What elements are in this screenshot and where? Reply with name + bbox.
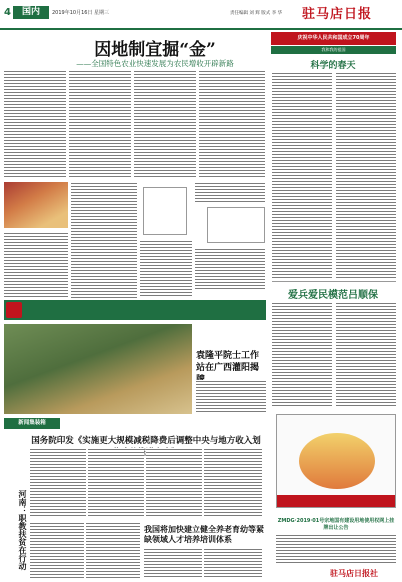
slogan-strip — [4, 300, 266, 320]
sidebar-column-4 — [336, 302, 396, 408]
news-column-7 — [144, 548, 202, 578]
village-photo — [4, 324, 192, 414]
newspaper-logo: 驻马店日报 — [302, 7, 373, 22]
sidebar-column-1 — [272, 72, 332, 278]
lead-headline: 因地制宜掘“金” — [94, 40, 216, 60]
page-number: 4 — [4, 7, 11, 18]
lead-column-7 — [140, 240, 192, 298]
lead-column-3 — [134, 70, 196, 178]
sidebar-title: 科学的春天 — [310, 61, 356, 71]
ad-illustration — [299, 433, 375, 489]
news-section-label: 新闻集装箱 — [4, 418, 60, 429]
slogan-emblem — [6, 302, 22, 318]
ad-red-strip — [277, 495, 395, 507]
news-column-3 — [146, 448, 202, 516]
pull-quote-box-2 — [207, 207, 265, 243]
news-column-5 — [30, 522, 84, 578]
vertical-headline: 河南：职教扶贫在行动 — [18, 490, 28, 570]
news-column-4 — [204, 448, 262, 516]
page-footer-logo: 驻马店日报社 — [330, 569, 378, 578]
lead-column-9 — [195, 248, 265, 290]
land-auction-text — [276, 534, 396, 564]
lead-subhead: ——全国特色农业快速发展为农民增收开辟新路 — [76, 59, 234, 68]
photo-caption — [196, 380, 266, 412]
sidebar-column-2 — [336, 72, 396, 278]
anniversary-banner: 庆祝中华人民共和国成立70周年 — [271, 32, 396, 45]
column-banner: 我和我的祖国 — [271, 46, 396, 54]
lead-column-1 — [4, 70, 66, 178]
lead-photo-1 — [4, 182, 68, 228]
news-column-6 — [86, 522, 140, 578]
public-service-ad — [276, 414, 396, 508]
pull-quote-box-1 — [143, 187, 187, 235]
lead-column-4 — [199, 70, 265, 178]
second-news-headline: 我国将加快建立健全养老育幼等紧缺领域人才培养培训体系 — [144, 524, 264, 544]
lead-column-6 — [71, 182, 137, 298]
news-column-2 — [88, 448, 144, 516]
sidebar-column-3 — [272, 302, 332, 408]
news-column-8 — [204, 548, 262, 578]
sidebar-divider — [272, 281, 396, 282]
lead-column-8 — [195, 182, 265, 204]
news-column-1 — [30, 448, 86, 516]
lead-column-2 — [69, 70, 131, 178]
lead-column-5 — [4, 232, 68, 298]
section-label: 国内 — [13, 6, 49, 19]
masthead-bar — [0, 0, 402, 30]
issue-date: 2019年10月16日 星期三 — [52, 10, 110, 16]
land-auction-title: ZMDG·2019·01号宗地国有建设用地使用权网上挂牌出让公告 — [277, 518, 395, 531]
news-headline: 国务院印发《实施更大规模减税降费后调整中央与地方收入划 — [31, 436, 261, 446]
photo-feature-headline: 袁隆平院士工作站在广西灌阳揭 — [196, 351, 260, 373]
sidebar-second-title: 爱兵爱民模范吕顺保 — [288, 290, 378, 301]
editor-line: 责任编辑 刘 辉 版式 李 华 — [230, 11, 283, 16]
